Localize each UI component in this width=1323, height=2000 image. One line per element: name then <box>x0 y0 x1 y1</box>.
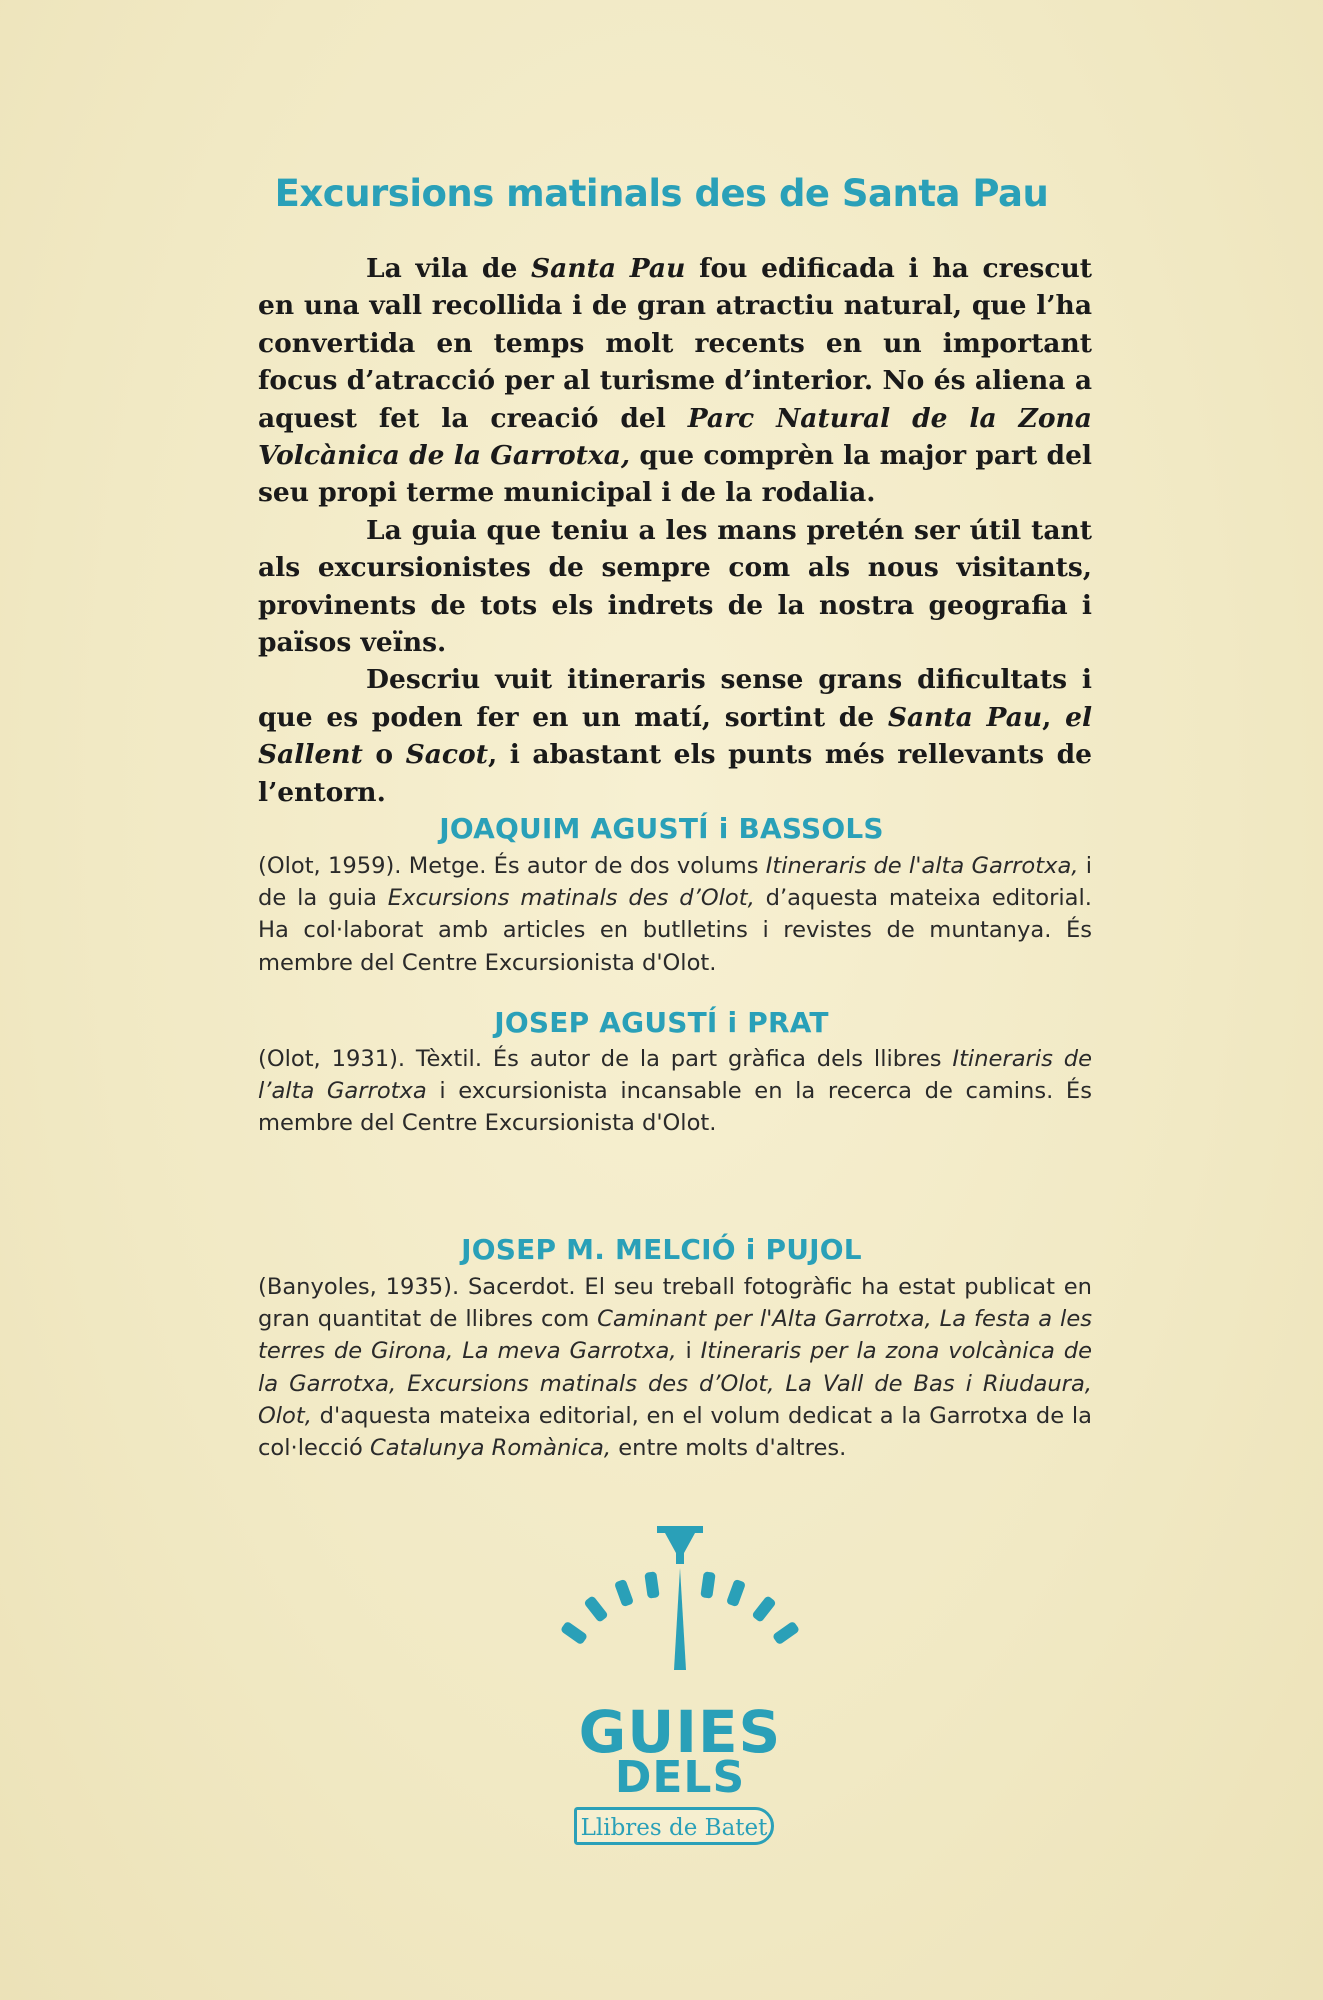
page-title: Excursions matinals des de Santa Pau <box>274 172 1049 215</box>
author-name-2: JOSEP AGUSTÍ i PRAT <box>494 1006 829 1039</box>
publisher-logo <box>560 1520 800 1850</box>
compass-icon <box>560 1520 800 1705</box>
intro-text <box>258 250 1092 811</box>
intro-paragraph-3: Descriu vuit itineraris sense grans dificultats i que es poden fer en un matí, sortint de Santa Pau, el Sallent o Sacot, i abastant els punts més rellevants de l’entorn. <box>258 664 1093 808</box>
logo-banner: Llibres de Batet <box>574 1807 774 1845</box>
author-bio-1: (Olot, 1959). Metge. És autor de dos volums Itineraris de l'alta Garrotxa, i de la guia Excursions matinals des d’Olot, d’aquesta mateixa editorial. Ha col·laborat amb articles en butlletins i revistes de muntanya. És membre del Centre Excursionista d'Olot. <box>258 853 1092 976</box>
author-bio-2: (Olot, 1931). Tèxtil. És autor de la part gràfica dels llibres Itineraris de l’alta Garrotxa i excursionista incansable en la recerca de camins. És membre del Centre Excursionista d'Olot. <box>258 1046 1092 1137</box>
logo-guies: GUIES <box>578 1698 782 1766</box>
author-bio-3: (Banyoles, 1935). Sacerdot. El seu treball fotogràfic ha estat publicat en gran quantitat de llibres com Caminant per l'Alta Garrotxa, La festa a les terres de Girona, La meva Garrotxa, i Itineraris per la zona volcànica de la Garrotxa, Excursions matinals des d’Olot, La Vall de Bas i Riudaura, Olot, d'aquesta mateixa editorial, en el volum dedicat a la Garrotxa de la col·lecció Catalunya Romànica, entre molts d'altres. <box>258 1274 1092 1462</box>
logo-dels: DELS <box>614 1752 746 1803</box>
intro-paragraph-1: La vila de Santa Pau fou edificada i ha crescut en una vall recollida i de gran atractiu natural, que l’ha convertida en temps molt recents en un important focus d’atracció per al turisme d’interior. No és aliena a aquest fet la creació del Parc Natural de la Zona Volcànica de la Garrotxa, que comprèn la major part del seu propi terme municipal i de la rodalia. <box>258 253 1092 509</box>
author-name-1: JOAQUIM AGUSTÍ i BASSOLS <box>439 812 884 845</box>
intro-paragraph-2: La guia que teniu a les mans pretén ser útil tant als excursionistes de sempre com als nous visitants, provinents de tots els indrets de la nostra geografia i països veïns. <box>258 514 1092 659</box>
author-name-3: JOSEP M. MELCIÓ i PUJOL <box>461 1233 862 1266</box>
